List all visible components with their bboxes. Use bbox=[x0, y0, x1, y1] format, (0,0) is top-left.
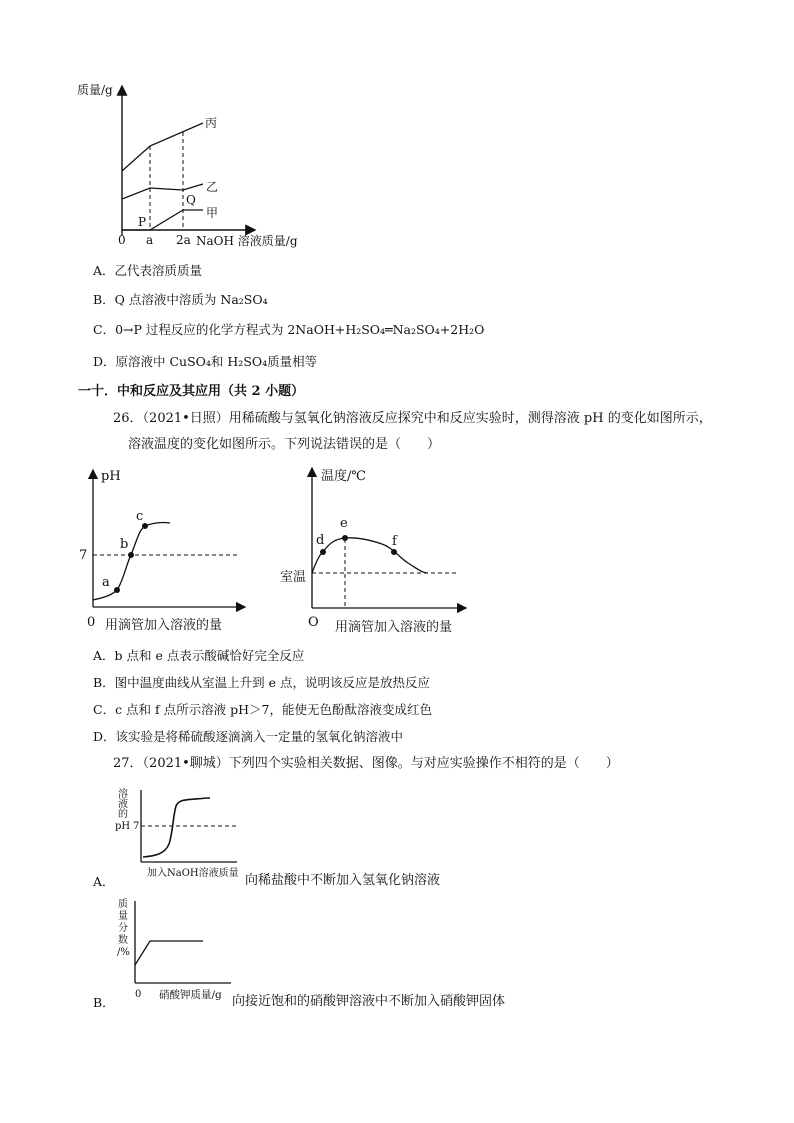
ph-point-a: a bbox=[102, 575, 110, 590]
point-a-dot bbox=[114, 587, 120, 593]
q27b-origin: 0 bbox=[135, 989, 142, 1000]
q27-option-b-text: 向接近饱和的硝酸钾溶液中不断加入硝酸钾固体 bbox=[232, 994, 506, 1009]
q26-option-b: B．图中温度曲线从室温上升到 e 点，说明该反应是放热反应 bbox=[93, 675, 431, 690]
series-yi-label: 乙 bbox=[206, 180, 219, 194]
ph-ytick-7: 7 bbox=[79, 548, 88, 563]
q27a-ylabel: 溶液的 pH bbox=[115, 789, 131, 832]
temperature-chart bbox=[278, 462, 478, 640]
ph-chart bbox=[75, 462, 260, 637]
temp-point-d: d bbox=[316, 533, 325, 548]
ph-xlabel: 用滴管加入溶液的量 bbox=[105, 618, 223, 633]
q27a-curve bbox=[143, 798, 210, 857]
section-title: 一十．中和反应及其应用（共 2 小题） bbox=[78, 384, 305, 399]
q26-option-c: C．c 点和 f 点所示溶液 pH＞7，能使无色酚酞溶液变成红色 bbox=[93, 702, 432, 717]
series-jia-label: 甲 bbox=[206, 206, 219, 220]
q27-option-b-chart bbox=[113, 895, 238, 1007]
q27b-xlabel: 硝酸钾质量/g bbox=[159, 989, 222, 1001]
temp-xlabel: 用滴管加入溶液的量 bbox=[335, 620, 453, 635]
q26-stem-line1: 26．（2021•日照）用稀硫酸与氢氧化钠溶液反应探究中和反应实验时，测得溶液 pH 的变化如图所示， bbox=[113, 411, 712, 426]
q25-option-c: C．0→P 过程反应的化学方程式为 2NaOH+H₂SO₄═Na₂SO₄+2H₂O bbox=[93, 322, 485, 337]
series-bing-line bbox=[122, 123, 203, 171]
q27-option-b-label: B． bbox=[93, 995, 115, 1010]
q27b-ylabel: 质量分数/% bbox=[117, 899, 130, 958]
point-e-dot bbox=[342, 535, 348, 541]
q25-option-d: D．原溶液中 CuSO₄和 H₂SO₄质量相等 bbox=[93, 354, 318, 369]
point-q: Q bbox=[186, 193, 196, 207]
temp-origin: O bbox=[308, 615, 319, 630]
q25-option-b: B．Q 点溶液中溶质为 Na₂SO₄ bbox=[93, 292, 268, 307]
q27-option-a-text: 向稀盐酸中不断加入氢氧化钠溶液 bbox=[245, 873, 441, 888]
xtick-a: a bbox=[146, 233, 154, 247]
q27a-ytick: 7 bbox=[133, 821, 140, 832]
ph-origin: 0 bbox=[87, 615, 96, 630]
q27b-line bbox=[135, 941, 203, 965]
q27-option-a-chart bbox=[113, 784, 245, 884]
point-f-dot bbox=[391, 549, 397, 555]
q26-option-a: A．b 点和 e 点表示酸碱恰好完全反应 bbox=[93, 648, 305, 663]
series-bing-label: 丙 bbox=[205, 116, 218, 130]
series-jia-line bbox=[122, 210, 203, 230]
xlabel: NaOH 溶液质量/g bbox=[196, 234, 298, 248]
temp-ytick-room: 室温 bbox=[280, 570, 307, 585]
q26-option-d: D．该实验是将稀硫酸逐滴滴入一定量的氢氧化钠溶液中 bbox=[93, 729, 404, 744]
point-b-dot bbox=[128, 552, 134, 558]
xtick-2a: 2a bbox=[176, 233, 191, 247]
q25-chart bbox=[75, 80, 320, 250]
q27-option-a-label: A． bbox=[93, 874, 115, 889]
q27-stem: 27．（2021•聊城）下列四个实验相关数据、图像。与对应实验操作不相符的是（ ） bbox=[113, 756, 619, 771]
ph-ylabel: pH bbox=[101, 469, 121, 484]
temp-ylabel: 温度/℃ bbox=[321, 469, 366, 484]
ylabel: 质量/g bbox=[77, 83, 113, 97]
point-p: P bbox=[138, 215, 147, 229]
ph-point-c: c bbox=[136, 509, 144, 524]
q27a-xlabel: 加入NaOH溶液质量 bbox=[147, 868, 239, 879]
temp-point-f: f bbox=[392, 534, 397, 549]
temperature-curve bbox=[312, 538, 428, 573]
q25-option-a: A．乙代表溶质质量 bbox=[93, 263, 203, 278]
point-d-dot bbox=[320, 549, 326, 555]
ph-point-b: b bbox=[120, 537, 129, 552]
temp-point-e: e bbox=[340, 516, 348, 531]
origin-label: 0 bbox=[118, 233, 126, 247]
q26-stem-line2: 溶液温度的变化如图所示。下列说法错误的是（ ） bbox=[128, 437, 441, 452]
